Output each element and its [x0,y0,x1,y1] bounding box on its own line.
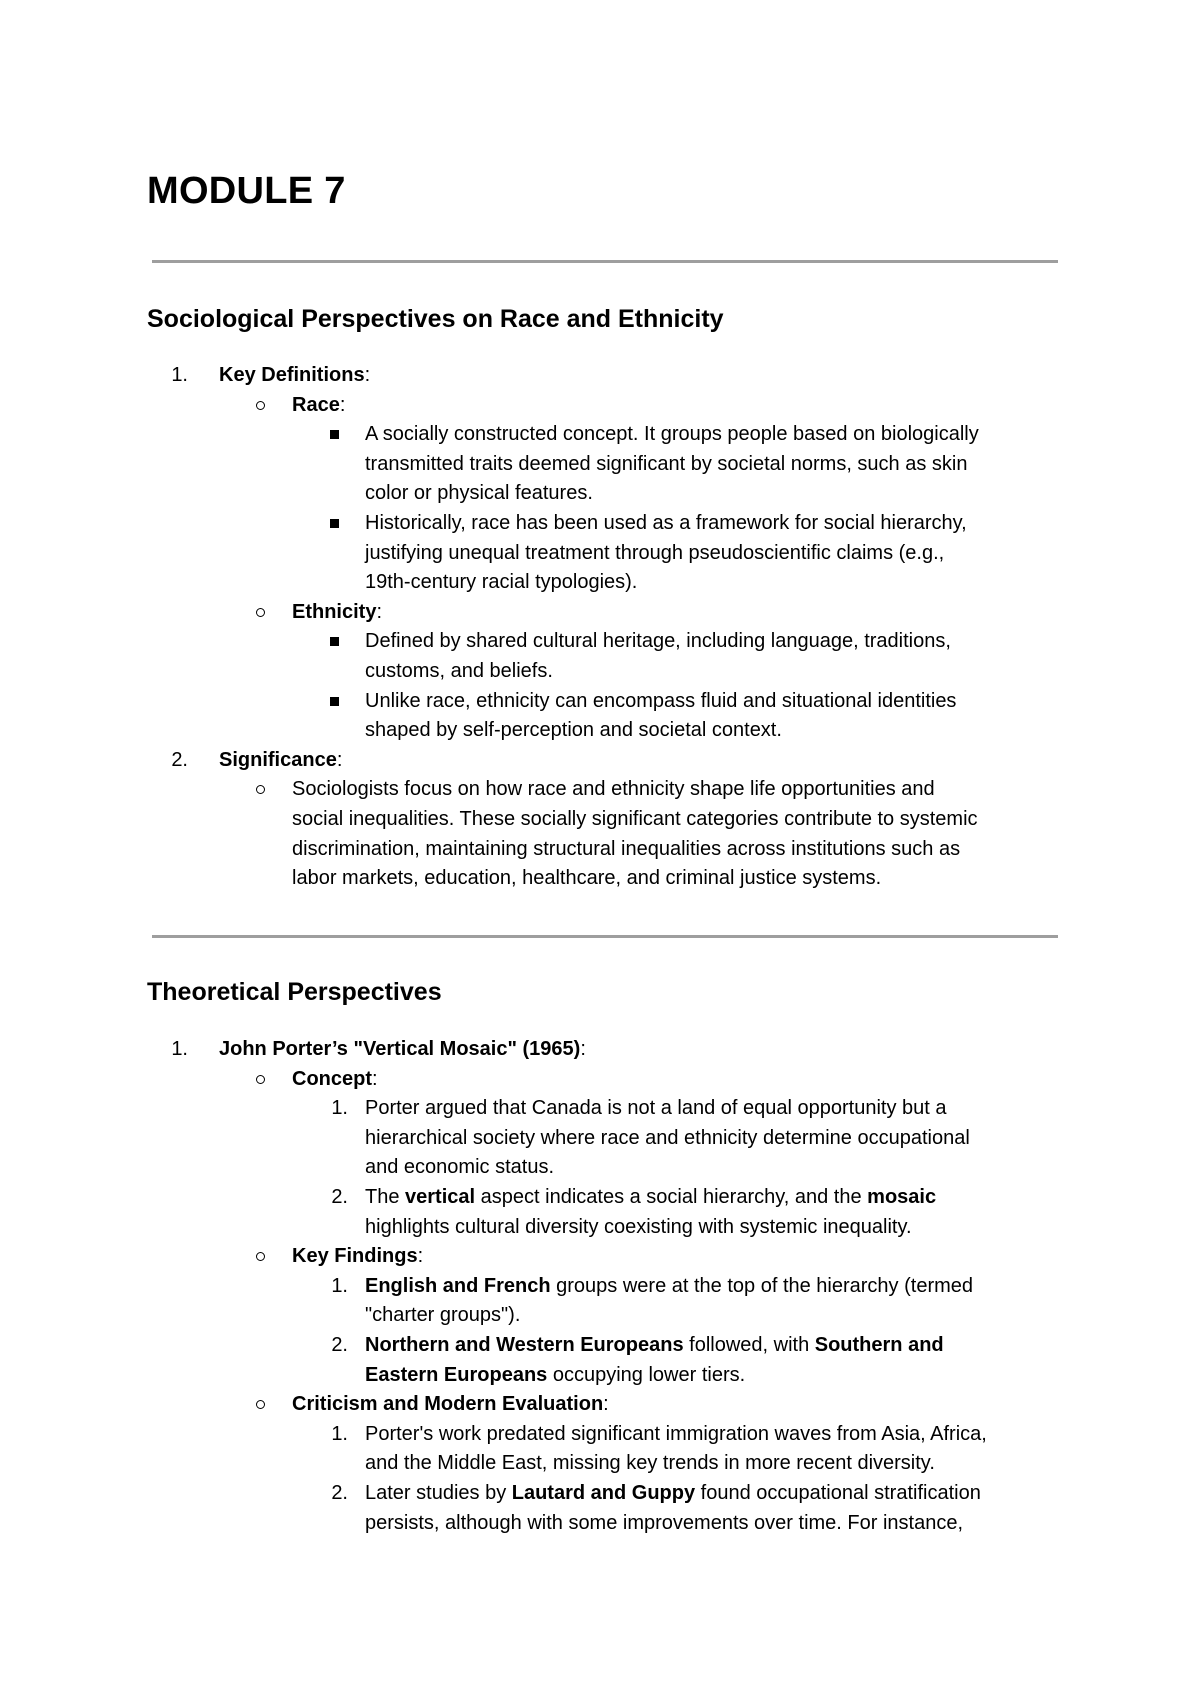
text: aspect indicates a social hierarchy, and the [475,1186,868,1208]
text: transmitted traits deemed significant by societal norms, such as skin [365,452,968,475]
text: found occupational stratification [695,1482,981,1504]
text: occupying lower tiers. [547,1363,746,1386]
hollow-bullet-icon [256,401,265,410]
hollow-bullet-icon [256,1075,265,1084]
hollow-bullet-icon [256,608,265,617]
bold-text: English and French [365,1274,551,1297]
list-line [292,836,960,862]
text: 19th-century racial typologies). [365,571,638,594]
text: : [417,1245,424,1268]
list-line [365,1480,981,1506]
list-number: 1. [331,1274,348,1297]
text: Porter's work predated significant immigration waves from Asia, Africa, [365,1422,987,1445]
list-line [365,1362,745,1388]
bold-text: Lautard and Guppy [511,1482,696,1504]
text: : [580,1038,586,1060]
text: customs, and beliefs. [365,660,553,682]
list-line [292,599,382,625]
list-line [219,362,370,388]
text: and the Middle East, missing key trends in more recent diversity. [365,1452,935,1475]
bold-text: Race [292,393,340,416]
text: Porter argued that Canada is not a land of equal opportunity but a [365,1097,947,1120]
bold-text: Southern and [814,1334,944,1356]
text: shaped by self-perception and societal context. [365,719,782,742]
text: "charter groups"). [365,1304,521,1327]
bold-text: Key Definitions [219,364,365,386]
list-line [292,392,345,418]
list-line [365,1450,935,1476]
list-line [365,688,956,714]
list-number: 2. [331,1186,348,1208]
list-line [292,1391,609,1417]
list-line [365,421,979,447]
text: Unlike race, ethnicity can encompass fluid and situational identities [365,689,957,712]
text: Historically, race has been used as a framework for social hierarchy, [365,512,967,534]
list-line [292,1243,423,1269]
square-bullet-icon [330,430,339,439]
list-line [292,865,881,891]
bold-text: Concept [292,1067,372,1090]
list-line [219,1036,586,1062]
text: : [364,364,371,386]
list-number: 1. [171,1038,188,1060]
horizontal-rule [152,260,1058,263]
horizontal-rule [152,935,1058,938]
text: social inequalities. These socially significant categories contribute to systemic [292,808,978,830]
text: The [365,1186,406,1208]
list-line [365,1095,947,1121]
list-line [292,776,935,802]
text: A socially constructed concept. It groups people based on biologically [365,423,979,446]
page-title: MODULE 7 [147,170,346,212]
section-heading: Theoretical Perspectives [147,978,442,1006]
bold-text: mosaic [867,1186,937,1208]
list-line [365,1510,963,1536]
text: : [339,393,346,416]
list-line [365,1125,970,1151]
list-number: 1. [171,364,188,386]
square-bullet-icon [330,637,339,646]
bold-text: Criticism and Modern Evaluation [292,1393,604,1416]
list-number: 1. [331,1097,348,1120]
text: groups were at the top of the hierarchy (termed [550,1274,974,1297]
bold-text: Eastern Europeans [365,1363,548,1386]
list-line [219,747,342,773]
text: hierarchical society where race and ethnicity determine occupational [365,1126,970,1149]
text: justifying unequal treatment through pseudoscientific claims (e.g., [365,541,945,564]
list-line [365,480,593,506]
list-number: 1. [331,1422,348,1445]
bold-text: Northern and Western Europeans [365,1334,684,1356]
list-line [365,1154,554,1180]
text: highlights cultural diversity coexisting with systemic inequality. [365,1215,912,1238]
text: Defined by shared cultural heritage, including language, traditions, [365,630,951,653]
hollow-bullet-icon [256,1400,265,1409]
text: : [603,1393,609,1416]
bold-text: vertical [405,1186,476,1208]
text: labor markets, education, healthcare, and criminal justice systems. [292,867,882,890]
list-line [292,806,978,832]
text: and economic status. [365,1156,554,1179]
list-line [365,1214,912,1240]
bold-text: Key Findings [292,1245,418,1268]
list-line [365,658,553,684]
list-line [365,510,967,536]
text: : [372,1067,378,1090]
list-line [365,628,951,654]
bold-text: John Porter’s "Vertical Mosaic" (1965) [219,1038,581,1060]
list-line [365,451,967,477]
text: discrimination, maintaining structural inequalities across institutions such as [292,837,961,860]
square-bullet-icon [330,697,339,706]
list-line [365,1302,520,1328]
list-number: 2. [171,748,188,771]
square-bullet-icon [330,519,339,528]
hollow-bullet-icon [256,785,265,794]
list-line [365,717,782,743]
bold-text: Significance [219,748,337,771]
list-number: 2. [331,1482,348,1504]
bold-text: Ethnicity [292,600,377,623]
list-line [365,1421,987,1447]
text: persists, although with some improvements over time. For instance, [365,1511,964,1534]
text: : [376,600,383,623]
list-line [365,540,944,566]
hollow-bullet-icon [256,1252,265,1261]
list-line [365,1273,973,1299]
section-heading: Sociological Perspectives on Race and Ethnicity [147,305,724,333]
list-number: 2. [331,1334,348,1356]
text: : [336,748,343,771]
text: followed, with [683,1334,815,1356]
text: color or physical features. [365,482,593,505]
list-line [365,569,637,595]
text: Later studies by [365,1482,512,1504]
list-line [292,1066,378,1092]
text: Sociologists focus on how race and ethnicity shape life opportunities and [292,778,935,801]
list-line [365,1184,936,1210]
list-line [365,1332,944,1358]
